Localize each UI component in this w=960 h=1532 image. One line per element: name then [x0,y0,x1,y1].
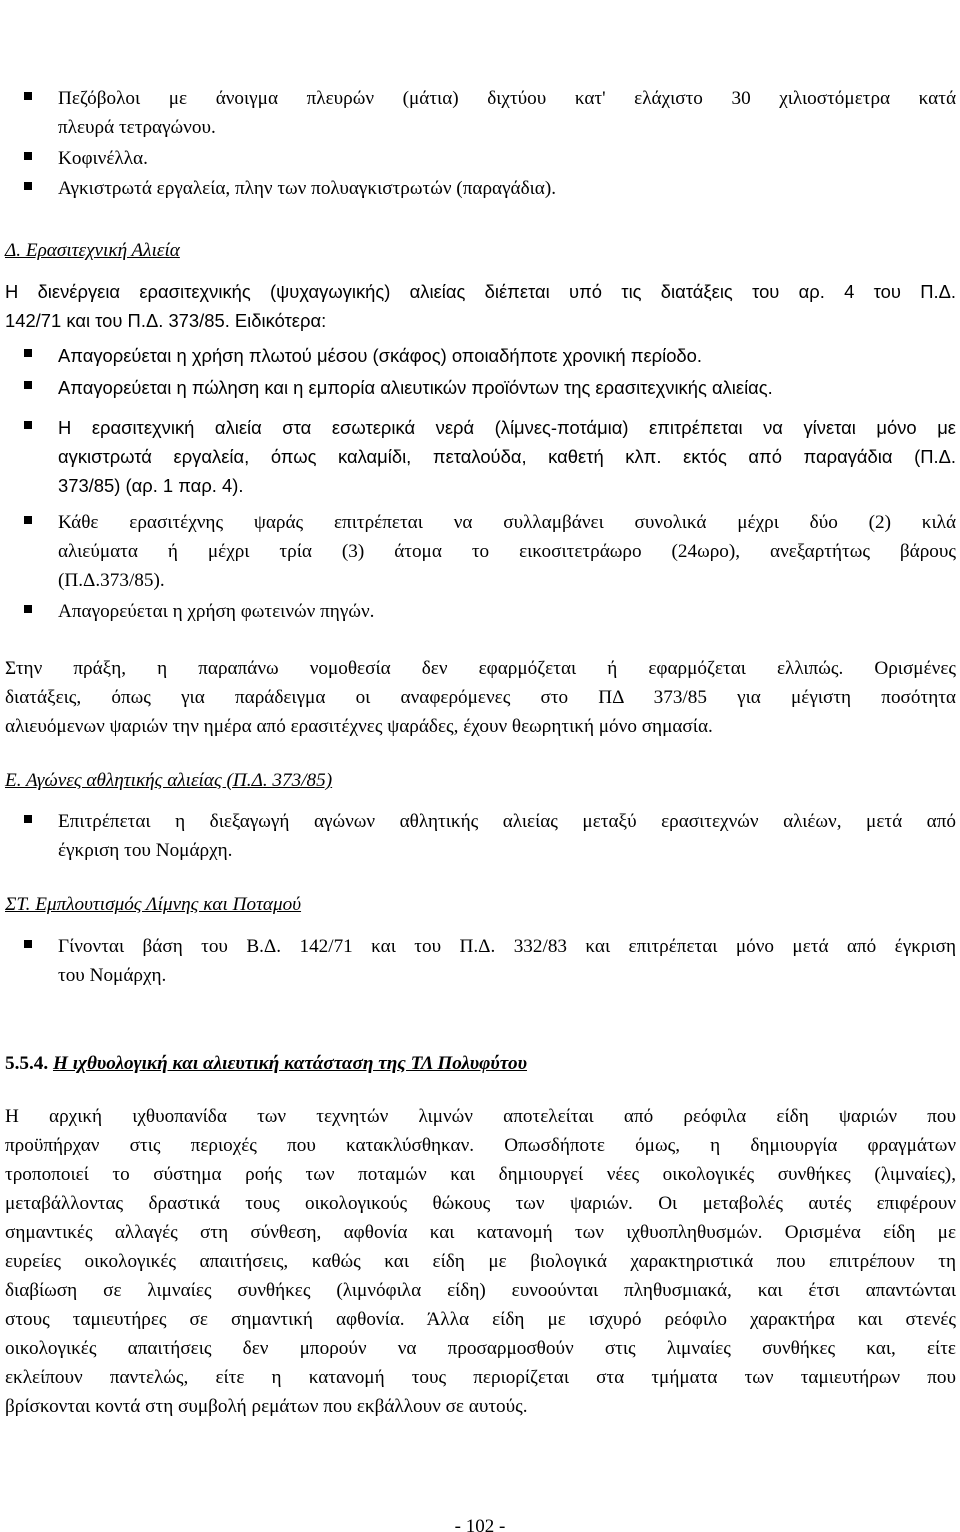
section-e-bullet-line2: έγκριση του Νομάρχη. [58,840,233,861]
list1-item1-line1: Πεζόβολοι με άνοιγμα πλευρών (μάτια) διχτύου κατ' ελάχιστο 30 χιλιοστόμετρα κατά [58,88,956,109]
list1-item3: Αγκιστρωτά εργαλεία, πλην των πολυαγκιστρωτών (παραγάδια). [58,178,557,199]
bullet-marker [24,92,32,100]
section-d-heading: Δ. Ερασιτεχνική Αλιεία [5,240,180,261]
section-d-intro-line2: 142/71 και του Π.Δ. 373/85. Ειδικότερα: [5,310,327,331]
section-st-bullet-line2: του Νομάρχη. [58,965,167,986]
section-st-heading: ΣΤ. Εμπλουτισμός Λίμνης και Ποταμού [5,894,302,915]
header-institute: ΕΛΚΕΘΕ - Ινστιτούτο Εσωτερικών Υδάτων [387,4,698,24]
header-project: Έργο: ΕΤΜΕ Ιλαρίωνα, Τελική Έκθεση, Ιανουάριος 2009 [299,25,698,45]
section-d-bullet-3-line1: Η ερασιτεχνική αλιεία στα εσωτερικά νερά (λίμνες-ποτάμια) επιτρέπεται να γίνεται μόνο με [58,417,956,438]
page-number: - 102 - [454,1516,506,1532]
section-d-bullet-4-line1: Κάθε ερασιτέχνης ψαράς επιτρέπεται να συλλαμβάνει συνολικά μέχρι δύο (2) κιλά [58,512,956,533]
section-554-line-4: μεταβάλλοντας δραστικά τους οικολογικούς θώκους των ψαριών. Οι μεταβολές αυτές επιφέρουν [5,1193,956,1214]
section-554-line-10: εκλείπουν παντελώς, είτε η κατανομή τους περιορίζεται στα τμήματα των ταμιευτήρων που [5,1367,956,1388]
bullet-marker [24,516,32,524]
section-d-bullet-3-line2: αγκιστρωτά εργαλεία, όπως καλαμίδι, πεταλούδα, καθετή κλπ. εκτός από παραγάδια (Π.Δ. [58,446,956,467]
section-d-practice-line1: Στην πράξη, η παραπάνω νομοθεσία δεν εφαρμόζεται ή εφαρμόζεται ελλιπώς. Ορισμένες [5,658,956,679]
bullet-marker [24,152,32,160]
list1-item2: Κοφινέλλα. [58,148,148,169]
bullet-marker [24,421,32,429]
section-st-bullet-line1: Γίνονται βάση του Β.Δ. 142/71 και του Π.Δ. 332/83 και επιτρέπεται μόνο μετά από έγκριση [58,936,956,957]
section-d-bullet-4-line3: (Π.Δ.373/85). [58,570,165,591]
bullet-marker [24,381,32,389]
bullet-marker [24,349,32,357]
section-554-title: Η ιχθυολογική και αλιευτική κατάσταση της ΤΛ Πολυφύτου [52,1053,528,1074]
section-554-line-7: διαβίωση σε λιμναίες συνθήκες (λιμνόφιλα είδη) ευνοούνται πληθυσμιακά, και έτσι απαντώνται [5,1280,956,1301]
section-d-intro-line1: Η διενέργεια ερασιτεχνικής (ψυχαγωγικής) αλιείας διέπεται υπό τις διατάξεις του αρ. 4 του Π.Δ. [5,281,956,302]
section-d-bullet-4-line2: αλιεύματα ή μέχρι τρία (3) άτομα το εικοσιτετράωρο (24ωρο), ανεξαρτήτως βάρους [58,541,956,562]
section-d-practice-line2: διατάξεις, όπως για παράδειγμα οι αναφερόμενες στο ΠΔ 373/85 για μέγιστη ποσότητα [5,687,956,708]
bullet-marker [24,940,32,948]
section-554-number: 5.5.4. [5,1053,49,1074]
section-d-bullet-1: Απαγορεύεται η χρήση πλωτού μέσου (σκάφος) οποιαδήποτε χρονική περίοδο. [58,345,703,366]
section-554-line-1: Η αρχική ιχθυοπανίδα των τεχνητών λιμνών αποτελείται από ρεόφιλα είδη ψαριών που [5,1106,956,1127]
section-554-line-9: οικολογικές απαιτήσεις δεν μπορούν να προσαρμοσθούν στις λιμναίες συνθήκες και, είτε [5,1338,956,1359]
section-554-line-5: σημαντικές αλλαγές στη σύνθεση, αφθονία και κατανομή των ιχθυοπληθυσμών. Ορισμένα είδη με [5,1222,956,1243]
section-554-line-3: τροποποιεί το σύστημα ροής των ποταμών και δημιουργεί νέες οικολογικές συνθήκες (λιμναίες), [5,1164,956,1185]
section-554-heading [5,1049,527,1078]
section-d-practice-line3: αλιευόμενων ψαριών την ημέρα από ερασιτέχνες ψαράδες, έχουν θεωρητική μόνο σημασία. [5,716,713,737]
section-554-line-2: προϋπήρχαν στις περιοχές που κατακλύσθηκαν. Οπωσδήποτε όμως, η δημιουργία φραγμάτων [5,1135,956,1156]
section-554-line-11: βρίσκονται κοντά στη συμβολή ρεμάτων που εκβάλλουν σε αυτούς. [5,1396,528,1417]
list1-item1-line2: πλευρά τετραγώνου. [58,117,216,138]
section-e-heading: Ε. Αγώνες αθλητικής αλιείας (Π.Δ. 373/85) [5,770,333,791]
section-d-bullet-3-line3: 373/85) (αρ. 1 παρ. 4). [58,475,244,496]
section-554-line-6: ευρείες οικολογικές απαιτήσεις, καθώς και είδη με βιολογικά χαρακτηριστικά που επιτρέπουν τη [5,1251,956,1272]
bullet-marker [24,815,32,823]
section-e-bullet-line1: Επιτρέπεται η διεξαγωγή αγώνων αθλητικής αλιείας μεταξύ ερασιτεχνών αλιέων, μετά από [58,811,956,832]
section-d-bullet-5: Απαγορεύεται η χρήση φωτεινών πηγών. [58,601,375,622]
section-d-bullet-2: Απαγορεύεται η πώληση και η εμπορία αλιευτικών προϊόντων της ερασιτεχνικής αλιείας. [58,377,773,398]
section-554-line-8: στους ταμιευτήρες σε σημαντική αφθονία. Άλλα είδη με ισχυρό ρεόφιλο χαρακτήρα και στενές [5,1309,956,1330]
bullet-marker [24,182,32,190]
bullet-marker [24,605,32,613]
page-header [278,4,698,46]
